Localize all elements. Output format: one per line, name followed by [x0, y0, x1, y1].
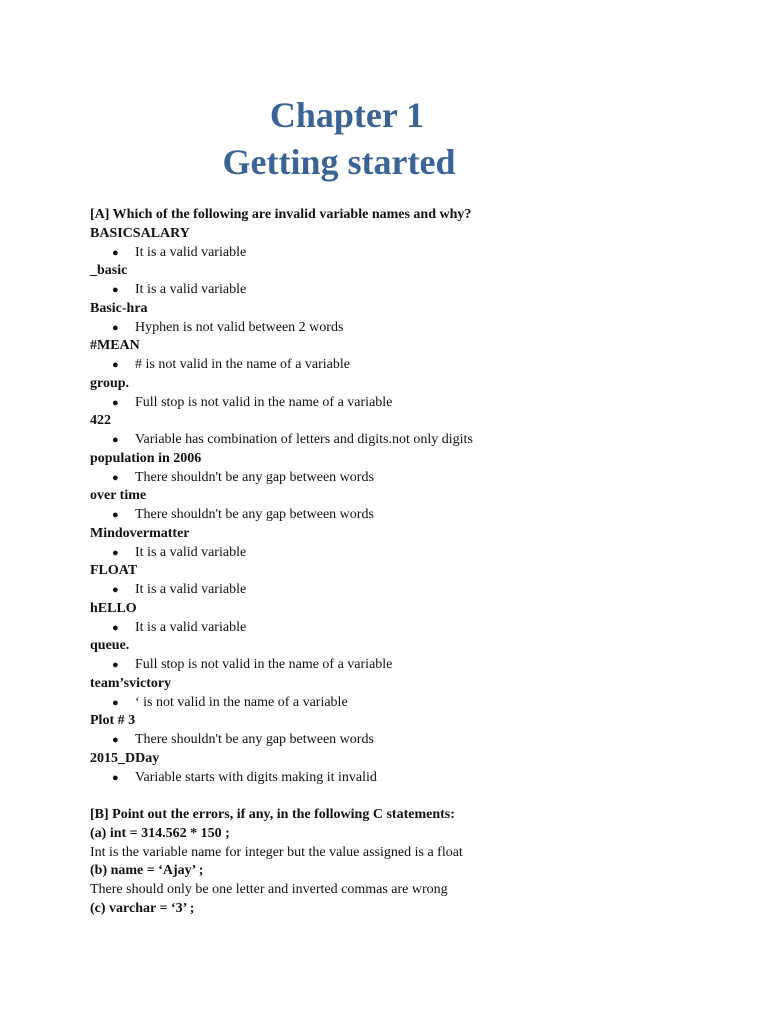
document-body: [90, 206, 690, 919]
bullet-icon: ●: [112, 396, 119, 409]
variable-reason: ● It is a valid variable: [90, 581, 690, 600]
variable-name: Mindovermatter: [90, 525, 190, 541]
variable-name: population in 2006: [90, 450, 202, 466]
statement-list: [90, 825, 690, 919]
variable-name: group.: [90, 375, 130, 391]
variable-name: _basic: [90, 263, 128, 279]
bullet-icon: ●: [112, 359, 119, 371]
variable-reason: ● It is a valid variable: [90, 619, 690, 638]
chapter-title: Chapter 1: [269, 95, 425, 135]
statement: (a) int = 314.562 * 150 ;: [90, 825, 230, 841]
variable-name: BASICSALARY: [90, 225, 190, 241]
bullet-icon: ●: [112, 546, 119, 559]
statement: (b) name = ‘Ajay’ ;: [90, 863, 204, 879]
bullet-icon: ●: [112, 734, 119, 746]
bullet-icon: ●: [112, 471, 119, 484]
statement-answer: There should only be one letter and inverted commas are wrong: [90, 882, 448, 897]
variable-reason: ● # is not valid in the name of a variable: [90, 356, 690, 375]
bullet-icon: ●: [112, 434, 119, 446]
variable-reason: ● Variable has combination of letters and digits.not only digits: [90, 431, 690, 450]
variable-reason: ● Full stop is not valid in the name of a variable: [90, 394, 690, 413]
variable-reason: ● ‘ is not valid in the name of a variable: [90, 694, 690, 713]
variable-name: Basic-hra: [90, 300, 148, 316]
section-spacer: [90, 787, 690, 806]
bullet-icon: ●: [112, 771, 119, 784]
variable-reason: ● There shouldn't be any gap between words: [90, 469, 690, 488]
variable-reason: ● Hyphen is not valid between 2 words: [90, 319, 690, 338]
variable-reason: ● Full stop is not valid in the name of a variable: [90, 656, 690, 675]
variable-name: FLOAT: [90, 563, 138, 579]
bullet-icon: ●: [112, 696, 119, 709]
variable-reason: ● It is a valid variable: [90, 544, 690, 563]
statement: (c) varchar = ‘3’ ;: [90, 900, 195, 916]
variable-name: hELLO: [90, 600, 137, 616]
bullet-icon: ●: [112, 584, 119, 596]
chapter-subtitle: Getting started: [222, 142, 456, 182]
bullet-icon: ●: [112, 509, 119, 521]
statement-answer: Int is the variable name for integer but the value assigned is a float: [90, 844, 463, 860]
variable-name: 2015_DDay: [90, 750, 160, 766]
bullet-icon: ●: [112, 246, 119, 259]
section-a-heading: [A] Which of the following are invalid variable names and why?: [90, 207, 472, 222]
variable-name: Plot # 3: [90, 713, 136, 729]
variable-reason: ● It is a valid variable: [90, 244, 690, 263]
variable-name: queue.: [90, 638, 130, 654]
bullet-icon: ●: [112, 621, 119, 634]
section-b-heading: [B] Point out the errors, if any, in the following C statements:: [90, 807, 455, 822]
variable-name: over time: [90, 488, 147, 504]
bullet-icon: ●: [112, 659, 119, 671]
variable-list: [90, 225, 690, 788]
variable-reason: ● It is a valid variable: [90, 281, 690, 300]
bullet-icon: ●: [112, 321, 119, 334]
bullet-icon: ●: [112, 284, 119, 296]
variable-reason: ● There shouldn't be any gap between words: [90, 506, 690, 525]
variable-reason: ● There shouldn't be any gap between words: [90, 731, 690, 750]
variable-reason: ● Variable starts with digits making it invalid: [90, 769, 690, 788]
variable-name: team’svictory: [90, 675, 172, 691]
variable-name: 422: [90, 413, 111, 429]
variable-name: #MEAN: [90, 338, 140, 354]
